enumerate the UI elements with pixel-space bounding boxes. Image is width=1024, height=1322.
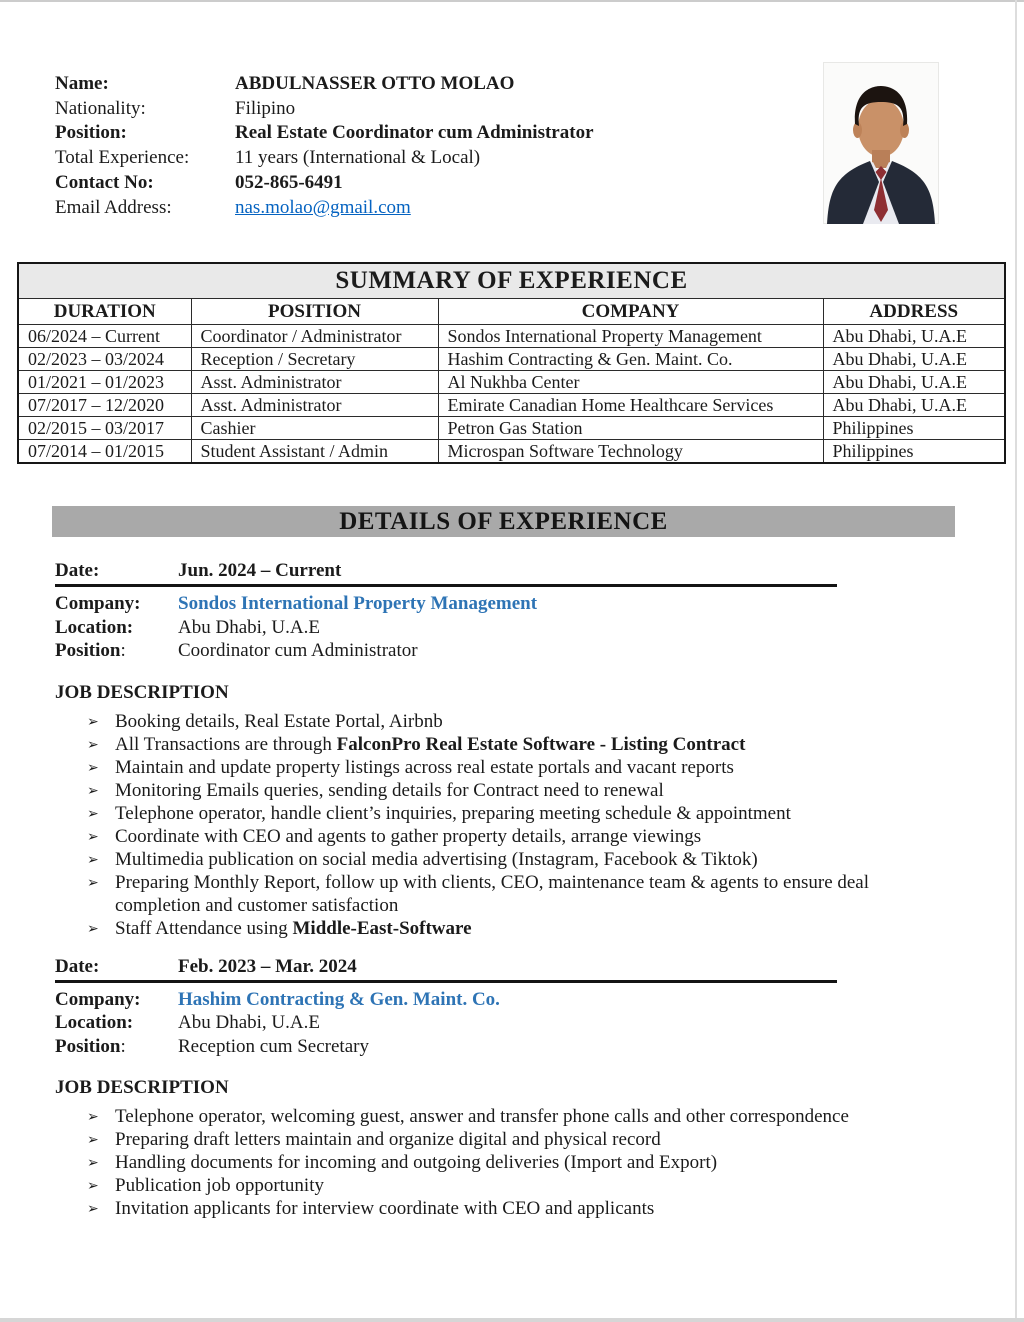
summary-row-1 [18,348,1005,371]
header-field-label: Position: [55,122,127,144]
header-field-label: Total Experience: [55,147,190,169]
arrow-bullet-icon: ➢ [87,713,99,730]
job-bullet-1 [55,1128,937,1151]
job-bullet-1 [55,733,937,756]
job-bullet-4 [55,802,937,825]
bullet-text: All Transactions are through [115,733,337,755]
bullet-text: Preparing draft letters maintain and organize digital and physical record [115,1129,661,1150]
summary-cell: Hashim Contracting & Gen. Maint. Co. [438,348,823,371]
summary-cell: 02/2015 – 03/2017 [18,417,191,440]
summary-cell: Philippines [823,417,1005,440]
applicant-photo [823,62,939,224]
header-field-label: Name: [55,73,109,94]
company-label: Company: [55,988,141,1010]
header-field-row-0 [55,72,775,97]
summary-column-header: COMPANY [438,299,823,325]
position-value: Coordinator cum Administrator [178,640,418,661]
summary-row-5 [18,440,1005,464]
job-bullet-2 [55,1151,937,1174]
job-details-list [55,560,937,1220]
header-field-value: ABDULNASSER OTTO MOLAO [235,73,515,94]
job-company-row [55,988,937,1012]
bullet-text: Preparing Monthly Report, follow up with clients, CEO, maintenance team & agents to ensure deal completion and customer satisfaction [115,871,870,916]
bullet-text: Booking details, Real Estate Portal, Airbnb [115,710,443,732]
date-value: Feb. 2023 – Mar. 2024 [178,955,357,977]
summary-cell: Asst. Administrator [191,394,438,417]
job-description-heading: JOB DESCRIPTION [55,681,229,703]
job-position-row [55,1035,937,1059]
portrait-photo-graphic [823,62,939,224]
summary-column-header-row [18,299,1005,325]
summary-row-3 [18,394,1005,417]
bullet-text: Handling documents for incoming and outgoing deliveries (Import and Export) [115,1152,718,1173]
job-bullet-8 [55,917,937,940]
bullet-text: Multimedia publication on social media advertising (Instagram, Facebook & Tiktok) [115,848,758,870]
arrow-bullet-icon: ➢ [87,828,99,845]
scan-edge-top [0,0,1024,2]
summary-column-header: POSITION [191,299,438,325]
job-bullet-5 [55,825,937,848]
job-location-row [55,1011,937,1035]
header-field-label: Contact No: [55,171,154,193]
bullet-text: Telephone operator, welcoming guest, answer and transfer phone calls and other correspondence [115,1106,849,1127]
summary-cell: Reception / Secretary [191,348,438,371]
summary-cell: Emirate Canadian Home Healthcare Services [438,394,823,417]
summary-cell: Sondos International Property Management [438,325,823,348]
location-value: Abu Dhabi, U.A.E [178,616,320,638]
arrow-bullet-icon: ➢ [87,1132,99,1148]
job-description-heading: JOB DESCRIPTION [55,1077,229,1098]
header-field-row-4 [55,171,775,196]
arrow-bullet-icon: ➢ [87,874,99,891]
header-field-value: 052-865-6491 [235,171,343,193]
summary-row-0 [18,325,1005,348]
summary-of-experience-table [17,262,1006,464]
header-field-value: Real Estate Coordinator cum Administrator [235,122,594,144]
arrow-bullet-icon: ➢ [87,851,99,868]
date-label: Date: [55,955,100,977]
arrow-bullet-icon: ➢ [87,1201,99,1217]
company-value: Hashim Contracting & Gen. Maint. Co. [178,988,500,1010]
job-position-row [55,639,937,663]
position-label: Position: [55,640,126,661]
job-bullet-3 [55,1174,937,1197]
summary-cell: Petron Gas Station [438,417,823,440]
job-section-1 [55,560,937,940]
bullet-text-bold: FalconPro Real Estate Software - Listing Contract [336,733,746,755]
job-date-row [55,956,837,983]
date-label: Date: [55,560,100,581]
job-description-list [55,710,937,940]
arrow-bullet-icon: ➢ [87,782,99,799]
job-bullet-7 [55,871,937,917]
position-label-text: Position [55,1035,121,1057]
summary-row-4 [18,417,1005,440]
header-field-row-2 [55,121,775,146]
summary-cell: 02/2023 – 03/2024 [18,348,191,371]
bullet-text: Monitoring Emails queries, sending details for Contract need to renewal [115,779,664,801]
location-label: Location: [55,616,134,638]
summary-cell: 07/2014 – 01/2015 [18,440,191,464]
summary-cell: Philippines [823,440,1005,464]
arrow-bullet-icon: ➢ [87,1178,99,1194]
details-of-experience-title-bar: DETAILS OF EXPERIENCE [52,506,955,537]
bullet-text: Coordinate with CEO and agents to gather property details, arrange viewings [115,825,702,847]
summary-cell: Al Nukhba Center [438,371,823,394]
summary-column-header: ADDRESS [823,299,1005,325]
arrow-bullet-icon: ➢ [87,1109,99,1125]
position-label: Position: [55,1035,126,1057]
position-value: Reception cum Secretary [178,1035,369,1057]
summary-cell: Abu Dhabi, U.A.E [823,325,1005,348]
position-label-text: Position [55,640,121,661]
scan-edge-bottom [0,1318,1024,1322]
job-date-row [55,560,837,587]
job-section-2 [55,956,937,1221]
job-bullet-0 [55,710,937,733]
bullet-text-bold: Middle-East-Software [292,917,472,939]
job-bullet-0 [55,1105,937,1128]
header-field-row-5 [55,196,775,221]
summary-cell: Cashier [191,417,438,440]
bullet-text: Invitation applicants for interview coordinate with CEO and applicants [115,1198,655,1219]
header-field-label: Nationality: [55,97,146,119]
job-bullet-2 [55,756,937,779]
header-fields [55,72,775,220]
bullet-text: Publication job opportunity [115,1175,324,1196]
summary-cell: Microspan Software Technology [438,440,823,464]
summary-cell: Abu Dhabi, U.A.E [823,348,1005,371]
summary-title-row [18,263,1005,299]
job-bullet-3 [55,779,937,802]
company-label: Company: [55,593,141,614]
job-company-row [55,592,937,616]
email-link[interactable]: nas.molao@gmail.com [235,196,411,218]
arrow-bullet-icon: ➢ [87,920,99,937]
summary-cell: 01/2021 – 01/2023 [18,371,191,394]
job-description-list [55,1105,937,1220]
header-field-row-1 [55,97,775,122]
job-bullet-4 [55,1197,937,1220]
summary-cell: Student Assistant / Admin [191,440,438,464]
header-field-value: Filipino [235,97,296,119]
location-label: Location: [55,1012,134,1033]
company-value: Sondos International Property Management [178,593,538,614]
scan-edge-right [1015,0,1017,1322]
header-field-value: 11 years (International & Local) [235,147,481,169]
job-location-row [55,616,937,640]
arrow-bullet-icon: ➢ [87,805,99,822]
summary-cell: Asst. Administrator [191,371,438,394]
arrow-bullet-icon: ➢ [87,759,99,776]
arrow-bullet-icon: ➢ [87,736,99,753]
date-value: Jun. 2024 – Current [178,560,342,581]
bullet-text: Staff Attendance using [115,917,293,939]
header-field-value [235,196,411,221]
bullet-text: Telephone operator, handle client’s inquiries, preparing meeting schedule & appointment [115,802,791,824]
location-value: Abu Dhabi, U.A.E [178,1012,320,1033]
summary-cell: Abu Dhabi, U.A.E [823,394,1005,417]
summary-cell: 06/2024 – Current [18,325,191,348]
summary-cell: Coordinator / Administrator [191,325,438,348]
summary-cell: 07/2017 – 12/2020 [18,394,191,417]
header-field-row-3 [55,146,775,171]
arrow-bullet-icon: ➢ [87,1155,99,1171]
summary-table-title: SUMMARY OF EXPERIENCE [18,263,1005,299]
bullet-text: Maintain and update property listings across real estate portals and vacant reports [115,756,734,778]
job-bullet-6 [55,848,937,871]
summary-column-header: DURATION [18,299,191,325]
header-field-label: Email Address: [55,196,172,218]
summary-cell: Abu Dhabi, U.A.E [823,371,1005,394]
summary-row-2 [18,371,1005,394]
